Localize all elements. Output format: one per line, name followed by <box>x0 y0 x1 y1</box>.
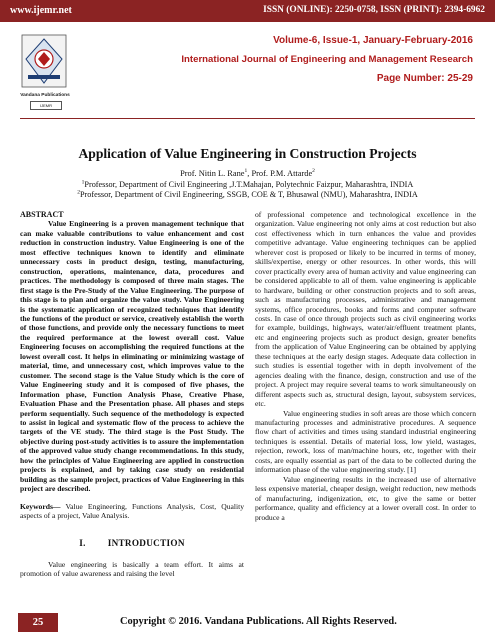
abstract-body: Value Engineering is a proven management technique that can make valuable contributions to value enhancement and cost reduction in construction industry. Value Engineering is one of the most effective techniques known to identify and eliminate unnecessary costs in product design, testing, manufacturing, construction, operations, maintenance, data, procedures and practices. The methodology is composed of three main stages. The first stage is the Pre-Study of the Value Engineering. The purpose of this stage is to plan and organize the value study. Value Engineering is the systematic application of recognized techniques that identify the functions of the product or service, creatively establish the worth of those functions, and provide only the necessary functions to meet the required performance at the lowest overall cost. Value Engineering focuses on accomplishing the required functions at the lowest overall cost. It helps in eliminating or minimizing wastage of material, time, and unnecessary cost, which improves value to the customer. The second stage is the Value Study which is the core of Value Engineering study and it is composed of five phases, the Information phase, Function Analysis Phase, Creative Phase, Evaluation Phase and the Presentation phase. All phases and steps perform sequentially. Such sequence of the methodology is expected to assist in logical and systematic flow of the process to achieve the targets of the VE study. The third stage is the Post Study. The objective during post-study activities is to assure the implementation of the approved value study change recommendations. In this study, how the principles of Value Engineering are applied in construction projects is explained, and by taking case study on residential building as the sample project, practices of Value Engineering in this project are described. <box>20 219 244 494</box>
copyright-text: Copyright © 2016. Vandana Publications. All Rights Reserved. <box>120 616 397 627</box>
paragraph-1: of professional competence and technological excellence in the organization. Value engineering not only aims at cost reduction but also cost effectiveness which in turn enhances the value and provides competitive advantage. Value engineering techniques can be applied wherever cost is proposed or likely to be incurred in terms of money, skills/expertise, energy or other resources. In other words, this will cover practically every area of human activity and value engineering can be considered applicable to all of them. value engineering is applicable to hardware, building or other construction projects and to soft areas, such as manufacturing processes, administrative and management systems, office procedures, books and forms and computer software costs. In case of once through projects such as civil engineering works for example, buildings, highways, water/air/effluent treatment plants, etc and engineering projects such as product design, greater benefits from the application of Value Engineering can be obtained by applying these techniques at the early design stages. Adequate data collection in such studies is essential together with in depth involvement of the agencies dealing with the finance, design, construction and use of the project. A project may require several teams to work simultaneously on different aspects such as, structural design, layout, subsystem services, etc. <box>255 210 476 409</box>
paragraph-3: Value engineering results in the increased use of alternative less expensive material, cheaper design, weight reduction, new methods of manufacturing, indigenization, etc, to give the same or better performance, quality and efficiency at a lower overall cost. In order to produce a <box>255 474 476 522</box>
author-2: , Prof. P.M. Attarde <box>247 169 313 178</box>
publisher-logo-icon <box>18 31 70 91</box>
affiliation-2: $^2$Professor, Department of Civil Engineering, SSGB, COE & T, Bhusawal (NMU), Maharashtra, INDIA <box>77 189 418 199</box>
logo-caption: Vandana Publications <box>20 93 70 98</box>
page-footer <box>0 611 495 640</box>
left-column <box>20 210 244 579</box>
logo-sub: IJEMR <box>30 101 62 110</box>
issn-text: ISSN (ONLINE): 2250-0758, ISSN (PRINT): 2394-6962 <box>263 5 485 15</box>
introduction-body: Value engineering is basically a team effort. It aims at promotion of value awareness and raising the level <box>20 559 244 579</box>
right-column <box>255 210 476 522</box>
page-number: 25 <box>18 613 58 632</box>
journal-name: International Journal of Engineering and Management Research <box>181 54 473 65</box>
header-bar <box>0 0 495 22</box>
paper-title: Application of Value Engineering in Construction Projects <box>78 146 417 161</box>
paragraph-2: Value engineering studies in soft areas are those which concern manufacturing processes and administrative procedures. A sequence flow chart of activities and times using standard industrial engineering techniques is essential. Details of material loss, low yield, wastages, rejection, rework, loss of man/machine hours, etc, together with their costs, are equally essential as part of the data to be collected during the information phase of the value engineering study. [1] <box>255 408 476 475</box>
affiliation-1: $^1$Professor, Department of Civil Engineering ,J.T.Mahajan, Polytechnic Faizpur, Maharashtra, INDIA <box>81 179 414 189</box>
volume-issue: Volume-6, Issue-1, January-February-2016 <box>273 35 473 46</box>
authors: Prof. Nitin L. Rane$^1$, Prof. P.M. Attarde$^2$ <box>180 168 315 178</box>
page-range: Page Number: 25-29 <box>376 73 473 84</box>
header-divider <box>20 118 475 119</box>
section-heading-introduction: I. INTRODUCTION <box>79 537 185 548</box>
abstract-heading: ABSTRACT <box>20 210 64 219</box>
author-1: Prof. Nitin L. Rane <box>180 169 245 178</box>
keywords: Keywords— Value Engineering, Functions Analysis, Cost, Quality aspects of a project, Value Analysis. <box>20 501 244 521</box>
journal-url[interactable]: www.ijemr.net <box>10 5 72 16</box>
